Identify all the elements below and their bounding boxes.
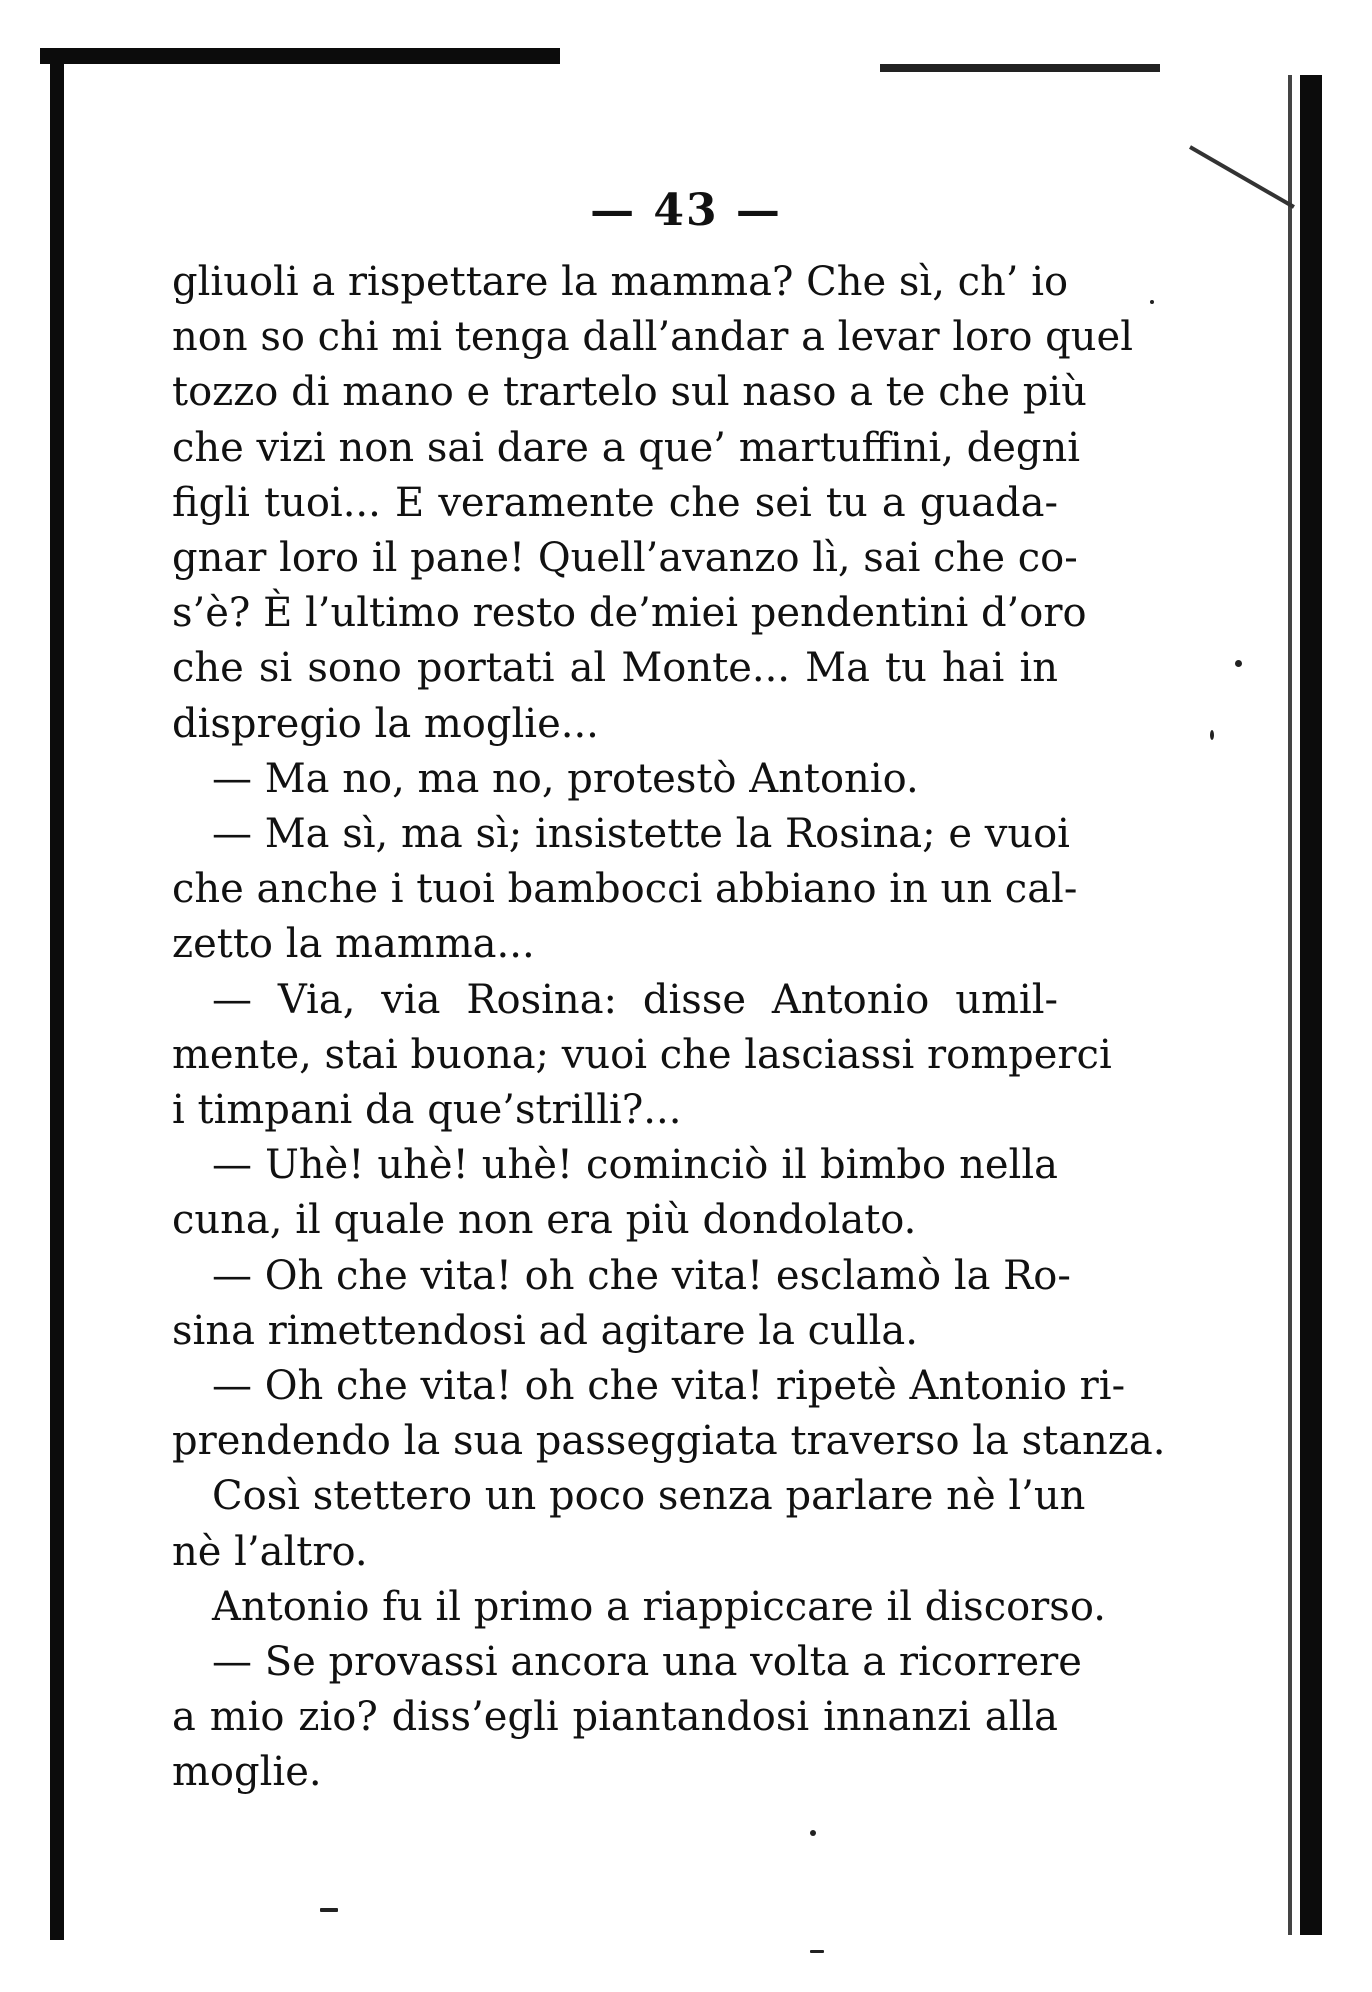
- text-line: — Ma sì, ma sì; insistette la Rosina; e vuoi: [212, 811, 1070, 858]
- text-line: — Ma no, ma no, protestò Antonio.: [212, 755, 919, 802]
- text-line: a mio zio? diss’egli piantandosi innanzi alla: [172, 1694, 1058, 1741]
- scan-speck: [1150, 300, 1154, 304]
- text-line: non so chi mi tenga dall’andar a levar loro quel: [172, 314, 1134, 361]
- text-line: moglie.: [172, 1749, 322, 1796]
- scan-speck: [810, 1830, 816, 1836]
- text-line: zetto la mamma...: [172, 921, 535, 968]
- text-line: dispregio la moglie...: [172, 700, 599, 747]
- scan-speck: [810, 1950, 824, 1953]
- text-line: figli tuoi... E veramente che sei tu a guada-: [172, 479, 1058, 526]
- text-line: s’è? È l’ultimo resto de’miei pendentini d’oro: [172, 590, 1087, 637]
- page-edge-left: [50, 60, 64, 1940]
- text-line: tozzo di mano e trartelo sul naso a te che più: [172, 369, 1087, 416]
- text-line: che si sono portati al Monte... Ma tu hai in: [172, 645, 1058, 692]
- text-line: gliuoli a rispettare la mamma? Che sì, ch’ io: [172, 259, 1069, 305]
- text-line: — Uhè! uhè! uhè! cominciò il bimbo nella: [212, 1142, 1058, 1189]
- scan-speck: [1235, 660, 1242, 667]
- text-line: — Oh che vita! oh che vita! ripetè Antonio ri-: [212, 1363, 1126, 1410]
- text-line: che anche i tuoi bambocci abbiano in un cal-: [172, 866, 1078, 913]
- text-line: gnar loro il pane! Quell’avanzo lì, sai che co-: [172, 535, 1078, 582]
- text-line: mente, stai buona; vuoi che lasciassi romperci: [172, 1031, 1112, 1078]
- page-edge-top: [40, 48, 560, 64]
- text-line: nè l’altro.: [172, 1528, 368, 1575]
- text-line: — Oh che vita! oh che vita! esclamò la Ro-: [212, 1252, 1071, 1299]
- text-line: Antonio fu il primo a riappiccare il discorso.: [212, 1583, 1106, 1630]
- scan-speck: [1210, 730, 1214, 740]
- page-number: — 43 —: [590, 185, 782, 236]
- text-block: [172, 255, 1166, 1801]
- text-line: i timpani da que’strilli?...: [172, 1087, 682, 1134]
- page-edge-right-inner: [1288, 75, 1292, 1935]
- text-line: — Via, via Rosina: disse Antonio umil-: [212, 976, 1058, 1023]
- scan-speck: [320, 1908, 338, 1912]
- page-edge-top-right: [880, 64, 1160, 72]
- text-line: cuna, il quale non era più dondolato.: [172, 1197, 917, 1244]
- text-line: che vizi non sai dare a que’ martuffini, degni: [172, 424, 1081, 471]
- page-edge-right: [1300, 75, 1322, 1935]
- text-line: — Se provassi ancora una volta a ricorrere: [212, 1639, 1082, 1686]
- text-line: Così stettero un poco senza parlare nè l’un: [212, 1473, 1086, 1520]
- text-line: sina rimettendosi ad agitare la culla.: [172, 1307, 918, 1354]
- text-line: prendendo la sua passeggiata traverso la stanza.: [172, 1418, 1166, 1465]
